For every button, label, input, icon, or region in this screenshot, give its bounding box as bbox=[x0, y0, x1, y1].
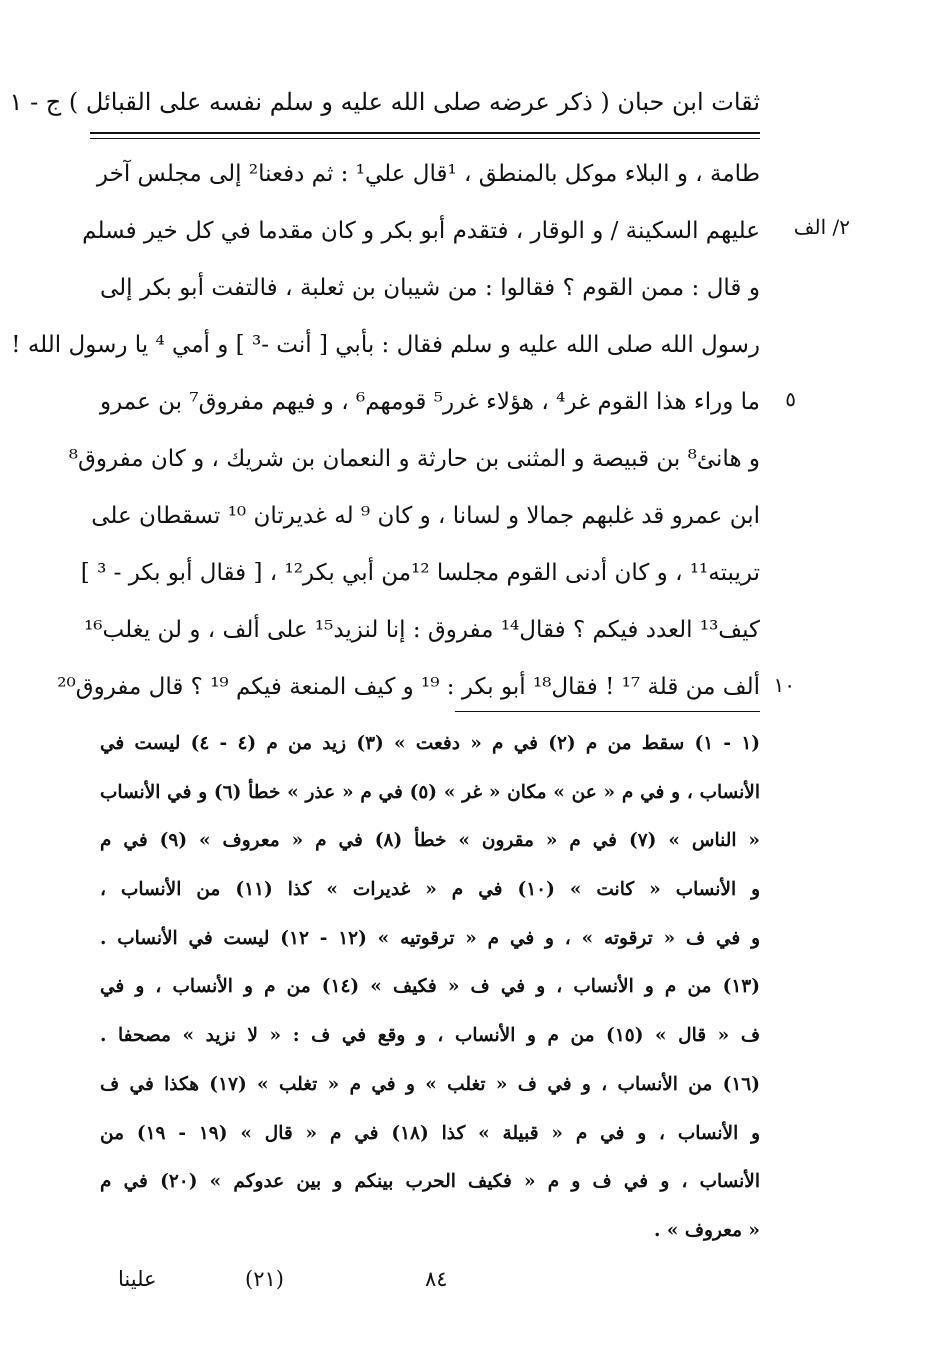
footnote-separator bbox=[455, 711, 760, 712]
running-header: ثقات ابن حبان ( ذكر عرضه صلى الله عليه و سلم نفسه على القبائل ) ج - ١ bbox=[9, 88, 760, 116]
footnote-line: الأنساب ، و في م « عن » مكان « غر » (٥) في م « عذر » خطأ (٦) و في الأنساب bbox=[100, 781, 760, 803]
text-line: عليهم السكينة / و الوقار ، فتقدم أبو بكر و كان مقدما في كل خير فسلم bbox=[82, 218, 760, 244]
header-rule-top bbox=[90, 132, 760, 134]
footnote-line: و الأنساب « كانت » (١٠) في م « غديرات » كذا (١١) من الأنساب ، bbox=[100, 879, 761, 901]
footnote-line: (١٣) من م و الأنساب ، و في ف « فكيف » (١٤) من م و الأنساب ، و في bbox=[100, 976, 760, 998]
margin-line-number-10: ١٠ bbox=[773, 673, 795, 697]
text-line: ابن عمرو قد غلبهم جمالا و لسانا ، و كان ⁹ له غديرتان ¹⁰ تسقطان على bbox=[91, 503, 760, 529]
text-line: و قال : ممن القوم ؟ فقالوا : من شيبان بن ثعلبة ، فالتفت أبو بكر إلى bbox=[100, 275, 760, 301]
signature-mark: (٢١) bbox=[245, 1267, 284, 1291]
footnote-line: « معروف » . bbox=[653, 1219, 760, 1241]
text-line: و هانئ⁸ بن قبيصة و المثنى بن حارثة و النعمان بن شريك ، و كان مفروق⁸ bbox=[68, 446, 760, 472]
text-line: ألف من قلة ¹⁷ ! فقال¹⁸ أبو بكر : ¹⁹ و كيف المنعة فيكم ¹⁹ ؟ قال مفروق²⁰ bbox=[57, 674, 760, 700]
text-line: ما وراء هذا القوم غر⁴ ، هؤلاء غرر⁵ قومهم⁶ ، و فيهم مفروق⁷ بن عمرو bbox=[100, 389, 760, 415]
header-rule-bottom bbox=[90, 138, 760, 139]
footnote-line: الأنساب ، و في ف و م « فكيف الحرب بينكم و بين عدوكم » (٢٠) في م bbox=[100, 1171, 760, 1193]
footnote-line: « الناس » (٧) في م « مقرون » خطأ (٨) في م « معروف » (٩) في م bbox=[100, 830, 760, 852]
footnote-line: ف « قال » (١٥) من م و الأنساب ، و وقع في ف : « لا نزيد » مصحفا . bbox=[100, 1025, 760, 1047]
margin-folio-mark: ٢/ الف bbox=[793, 215, 850, 239]
text-line: طامة ، و البلاء موكل بالمنطق ، ¹قال علي¹ : ثم دفعنا² إلى مجلس آخر bbox=[96, 161, 760, 187]
text-line: كيف¹³ العدد فيكم ؟ فقال¹⁴ مفروق : إنا لنزيد¹⁵ على ألف ، و لن يغلب¹⁶ bbox=[84, 617, 760, 643]
margin-line-number-5: ٥ bbox=[785, 387, 796, 411]
main-text bbox=[11, 146, 760, 716]
page-footer bbox=[100, 1262, 760, 1296]
footnotes bbox=[100, 720, 760, 1256]
footnote-line: و في ف « ترقوته » ، و في م « ترقوتيه » (١٢ - ١٢) ليست في الأنساب . bbox=[100, 927, 760, 949]
footnote-line: و الأنساب ، و في م « قبيلة » كذا (١٨) في م « قال » (١٩ - ١٩) من bbox=[100, 1122, 761, 1144]
footnote-line: (١٦) من الأنساب ، و في ف « تغلب » و في م « تغلب » (١٧) هكذا في ف bbox=[100, 1073, 760, 1095]
text-line: رسول الله صلى الله عليه و سلم فقال : بأبي [ أنت -³ ] و أمي ⁴ يا رسول الله ! bbox=[11, 332, 760, 358]
catchword: علينا bbox=[118, 1267, 157, 1291]
page-number: ٨٤ bbox=[425, 1267, 448, 1291]
footnote-line: (١ - ١) سقط من م (٢) في م « دفعت » (٣) زيد من م (٤ - ٤) ليست في bbox=[100, 733, 761, 754]
text-line: تريبته¹¹ ، و كان أدنى القوم مجلسا ¹²من أبي بكر¹² ، [ فقال أبو بكر - ³ ] bbox=[80, 560, 760, 586]
